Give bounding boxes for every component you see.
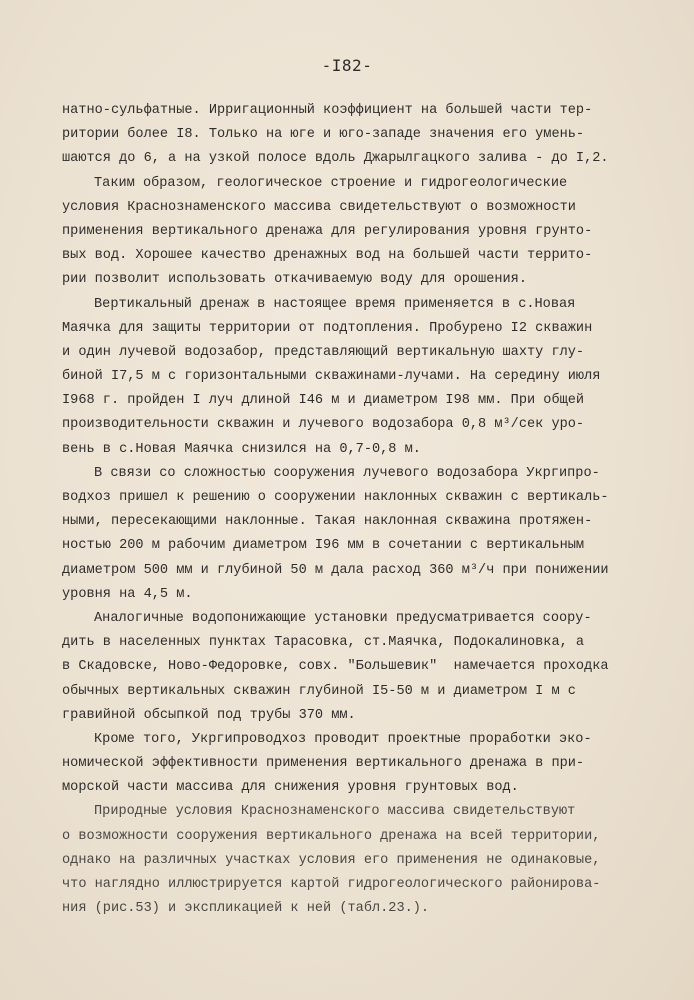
text-line: Кроме того, Укргипроводхоз проводит проектные проработки эко- [94, 731, 592, 747]
text-line: Природные условия Краснознаменского массива свидетельствуют [94, 804, 576, 820]
text-line: Таким образом, геологическое строение и гидрогеологические [94, 175, 568, 191]
text-line: биной I7,5 м с горизонтальными скважинами-лучами. На середину июля [62, 369, 601, 385]
text-line: натно-сульфатные. Ирригационный коэффициент на большей части тер- [62, 103, 593, 118]
text-line: ными, пересекающими наклонные. Такая наклонная скважина протяжен- [62, 514, 593, 530]
text-line: дить в населенных пунктах Тарасовка, ст.Маячка, Подокалиновка, а [62, 635, 585, 651]
paragraph-7 [62, 800, 662, 921]
paragraph-2 [62, 172, 662, 293]
text-line: ния (рис.53) и экспликацией к ней (табл.23.). [62, 901, 430, 917]
text-line: ритории более I8. Только на юге и юго-западе значения его умень- [62, 127, 585, 143]
text-line: Вертикальный дренаж в настоящее время применяется в с.Новая [94, 296, 576, 312]
text-line: производительности скважин и лучевого водозабора 0,8 м³/сек уро- [62, 417, 585, 433]
paragraph-3 [62, 293, 662, 462]
text-line: гравийной обсыпкой под трубы 370 мм. [62, 707, 356, 723]
text-line: применения вертикального дренажа для регулирования уровня грунто- [62, 223, 593, 239]
text-line: уровня на 4,5 м. [62, 586, 193, 602]
text-line: Маячка для защиты территории от подтопления. Пробурено I2 скважин [62, 320, 593, 336]
text-line: ностью 200 м рабочим диаметром I96 мм в сочетании с вертикальным [62, 538, 585, 554]
paragraph-6 [62, 728, 662, 801]
paragraph-4 [62, 462, 662, 607]
text-line: Аналогичные водопонижающие установки предусматривается соору- [94, 610, 592, 626]
text-line: однако на различных участках условия его применения не одинаковые, [62, 852, 601, 868]
text-line: вень в с.Новая Маячка снизился на 0,7-0,8 м. [62, 441, 421, 457]
paragraph-5 [62, 607, 662, 728]
body-text [62, 99, 662, 921]
text-line: что наглядно иллюстрируется картой гидрогеологического районирова- [62, 877, 601, 892]
text-line: рии позволит использовать откачиваемую воду для орошения. [62, 272, 527, 288]
text-line: номической эффективности применения вертикального дренажа в при- [62, 756, 585, 772]
text-line: вых вод. Хорошее качество дренажных вод на большей части террито- [62, 248, 593, 264]
text-line: морской части массива для снижения уровня грунтовых вод. [62, 780, 519, 796]
paragraph-1 [62, 99, 662, 172]
text-line: о возможности сооружения вертикального дренажа на всей территории, [62, 828, 601, 844]
page-number: -I82- [321, 56, 373, 75]
text-line: и один лучевой водозабор, представляющий вертикальную шахту глу- [62, 344, 585, 360]
text-line: шаются до 6, а на узкой полосе вдоль Джарылгацкого залива - до I,2. [62, 151, 609, 167]
text-line: диаметром 500 мм и глубиной 50 м дала расход 360 м³/ч при понижении [62, 562, 609, 578]
text-line: условия Краснознаменского массива свидетельствуют о возможности [62, 199, 576, 215]
text-line: I968 г. пройден I луч длиной I46 м и диаметром I98 мм. При общей [62, 393, 585, 409]
text-line: В связи со сложностью сооружения лучевого водозабора Укргипро- [94, 465, 600, 481]
text-line: обычных вертикальных скважин глубиной I5-50 м и диаметром I м с [62, 683, 576, 699]
text-line: водхоз пришел к решению о сооружении наклонных скважин с вертикаль- [62, 490, 609, 505]
text-line: в Скадовске, Ново-Федоровке, совх. "Большевик" намечается проходка [62, 659, 609, 675]
